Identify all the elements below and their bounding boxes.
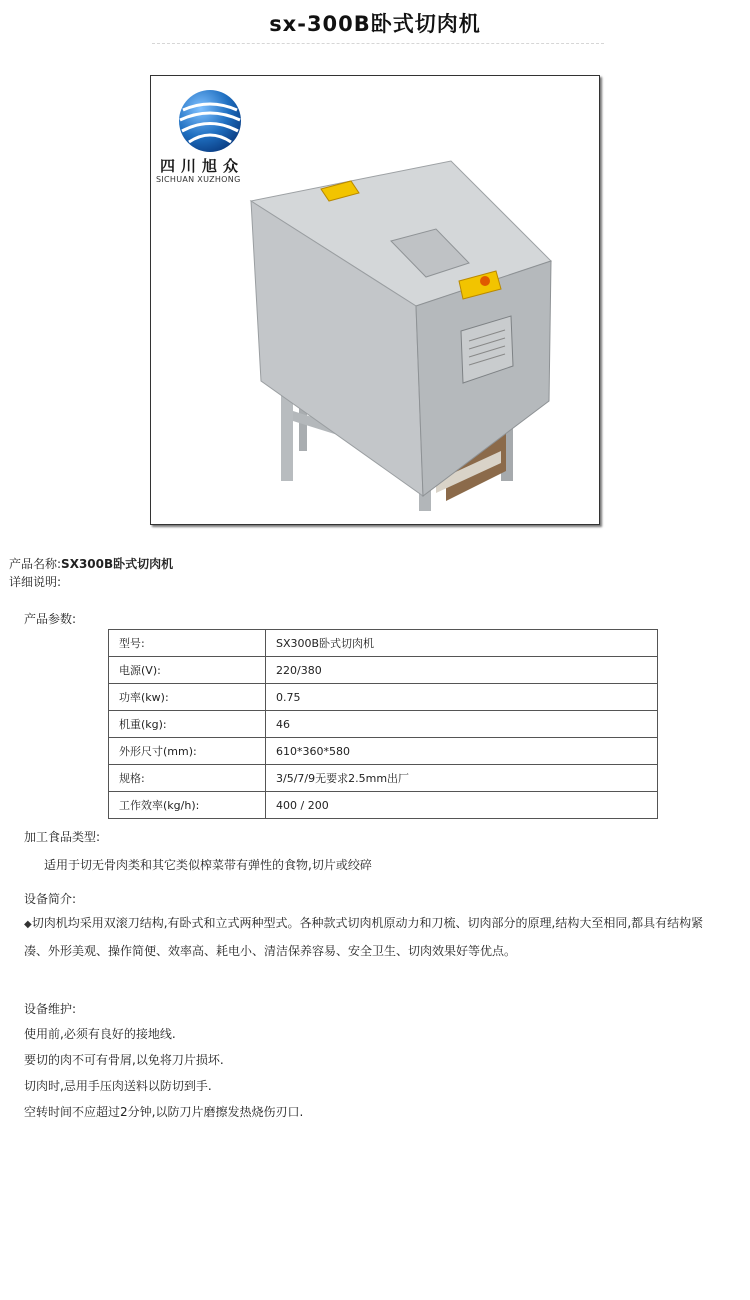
spec-value: 0.75: [266, 684, 658, 711]
spec-value: 220/380: [266, 657, 658, 684]
spec-key: 规格:: [109, 765, 266, 792]
list-item: 要切的肉不可有骨屑,以免将刀片损坏.: [24, 1053, 224, 1067]
product-name-row: [9, 555, 173, 572]
spec-key: 电源(V):: [109, 657, 266, 684]
spec-value: 3/5/7/9无要求2.5mm出厂: [266, 765, 658, 792]
spec-key: 功率(kw):: [109, 684, 266, 711]
intro-heading: 设备简介:: [24, 892, 77, 906]
product-name-value: SX300B卧式切肉机: [61, 557, 174, 571]
food-types-text: 适用于切无骨肉类和其它类似榨菜带有弹性的食物,切片或绞碎: [44, 858, 372, 872]
company-logo-icon: [165, 88, 255, 158]
table-row: [109, 792, 658, 819]
spec-key: 机重(kg):: [109, 711, 266, 738]
table-row: [109, 657, 658, 684]
table-row: [109, 630, 658, 657]
page-title: sx-300B卧式切肉机: [269, 12, 481, 36]
spec-key: 型号:: [109, 630, 266, 657]
spec-key: 工作效率(kg/h):: [109, 792, 266, 819]
table-row: [109, 765, 658, 792]
params-heading: 产品参数:: [24, 612, 77, 626]
detail-label: 详细说明:: [9, 575, 62, 589]
spec-value: SX300B卧式切肉机: [266, 630, 658, 657]
spec-table: [108, 629, 658, 819]
list-item: 使用前,必须有良好的接地线.: [24, 1027, 176, 1041]
spec-value: 46: [266, 711, 658, 738]
product-name-label: 产品名称:: [9, 557, 62, 571]
product-photo: [150, 75, 600, 525]
intro-text: 切肉机均采用双滚刀结构,有卧式和立式两种型式。各种款式切肉机原动力和刀梳、切肉部分的原理,结构大至相同,都具有结构紧凑、外形美观、操作简便、效率高、耗电小、清洁保养容易、安全卫生、切肉效果好等优点。: [24, 916, 704, 958]
table-row: [109, 711, 658, 738]
table-row: [109, 684, 658, 711]
maintenance-heading: 设备维护:: [24, 1002, 77, 1016]
table-row: [109, 738, 658, 765]
food-types-heading: 加工食品类型:: [24, 830, 101, 844]
spec-value: 610*360*580: [266, 738, 658, 765]
list-item: 空转时间不应超过2分钟,以防刀片磨擦发热烧伤刃口.: [24, 1105, 304, 1119]
logo-english-name: SICHUAN XUZHONG: [156, 175, 241, 184]
spec-key: 外形尺寸(mm):: [109, 738, 266, 765]
title-divider: [152, 43, 604, 44]
intro-paragraph: [24, 910, 720, 964]
spec-value: 400 / 200: [266, 792, 658, 819]
meat-slicer-machine-image: [241, 151, 561, 521]
logo-chinese-name: 四川旭众: [160, 157, 245, 175]
list-item: 切肉时,忌用手压肉送料以防切到手.: [24, 1079, 212, 1093]
bullet-icon: ◆: [24, 919, 32, 930]
